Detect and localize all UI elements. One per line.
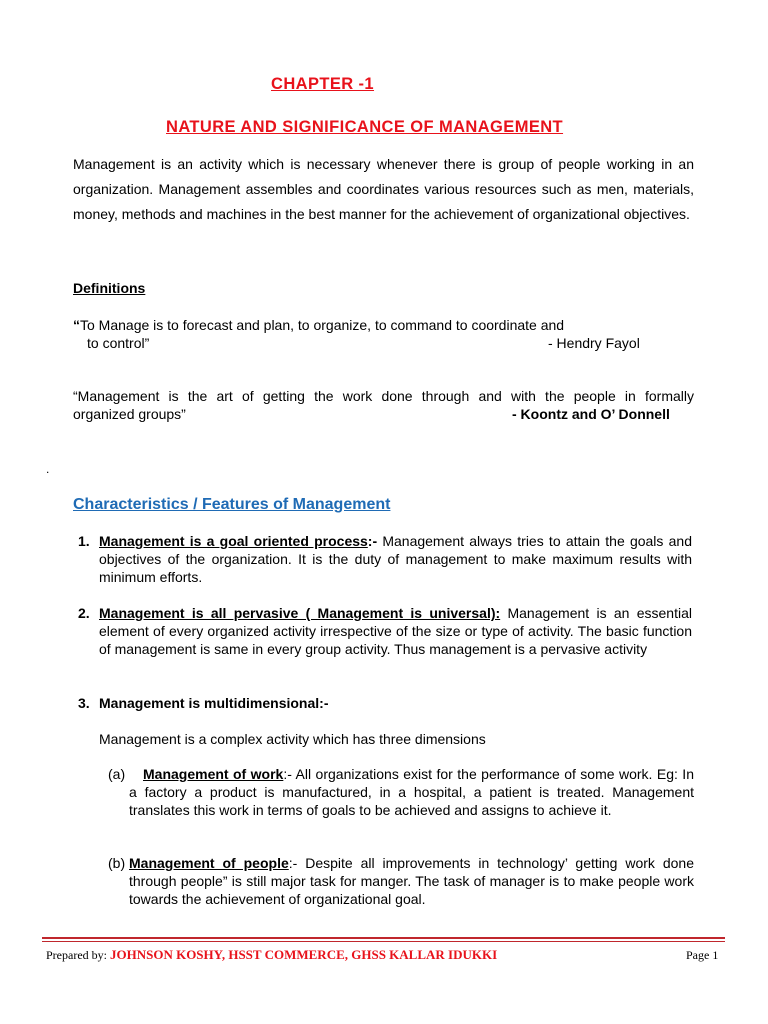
footer-page-number: Page 1 bbox=[686, 948, 719, 962]
footer-prepared-label: Prepared by: bbox=[46, 948, 107, 962]
footer-author: JOHNSON KOSHY, HSST COMMERCE, GHSS KALLAR IDUKKI bbox=[109, 947, 498, 962]
stray-dot: . bbox=[46, 462, 50, 476]
dimension-label: (a) bbox=[108, 766, 126, 782]
list-item-sep: :- bbox=[367, 533, 378, 549]
quote1-author-wrap bbox=[548, 334, 640, 352]
dimension-text: :- Despite all improvements in technology’ getting work done through people” is still major task for manger. The task of manager is to make people work towards the achievement of organizational goal. bbox=[129, 855, 694, 907]
list-item-title: Management is all pervasive ( Management is universal): bbox=[99, 605, 501, 621]
footer-rule bbox=[42, 937, 725, 939]
quote2-author: - Koontz and O’ Donnell bbox=[512, 406, 670, 422]
list-item-text: Management always tries to attain the goals and objectives of the organization. It is the duty of management to make maximum results with minimum efforts. bbox=[99, 533, 692, 585]
intro-paragraph: Management is an activity which is necessary whenever there is group of people working in an organization. Management assembles and coordinates various resources such as men, materials, money, methods and machines in the best manner for the achievement of organizational objectives. bbox=[73, 156, 694, 222]
list-number: 3. bbox=[78, 695, 90, 711]
dimension-title: Management of people bbox=[129, 855, 289, 871]
list-item-2 bbox=[78, 604, 692, 658]
dimensions-intro: Management is a complex activity which has three dimensions bbox=[99, 731, 486, 747]
dimension-title: Management of work bbox=[143, 766, 284, 782]
open-quote-mark: “ bbox=[73, 317, 80, 333]
list-item-3 bbox=[78, 694, 692, 712]
footer-rule-thin bbox=[42, 941, 725, 942]
definitions-heading: Definitions bbox=[73, 280, 146, 296]
definition-quote-2: “Management is the art of getting the work done through and with the people in formally bbox=[73, 388, 694, 404]
list-item-title: Management is multidimensional:- bbox=[99, 695, 329, 711]
quote1-line1: To Manage is to forecast and plan, to organize, to command to coordinate and bbox=[80, 317, 565, 333]
quote2-line2: organized groups” bbox=[73, 406, 186, 422]
characteristics-heading: Characteristics / Features of Management bbox=[73, 496, 391, 513]
definition-quote-1 bbox=[73, 316, 564, 334]
chapter-title: NATURE AND SIGNIFICANCE OF MANAGEMENT bbox=[166, 118, 564, 136]
list-item-title: Management is a goal oriented process bbox=[99, 533, 368, 549]
list-item-1 bbox=[78, 532, 692, 586]
quote1-line2: to control” bbox=[87, 335, 150, 351]
list-item-text: Management is an essential element of every organized activity irrespective of the size or type of activity. The basic function of management is same in every group activity. Thus management is a pervasive activity bbox=[99, 605, 692, 657]
list-number: 2. bbox=[78, 605, 90, 621]
list-number: 1. bbox=[78, 533, 90, 549]
chapter-heading: CHAPTER -1 bbox=[271, 75, 375, 93]
footer-prepared-by bbox=[46, 947, 497, 963]
dimension-label: (b) bbox=[108, 855, 126, 871]
dimension-b bbox=[108, 854, 694, 908]
quote1-author: - Hendry Fayol bbox=[548, 335, 640, 351]
dimension-text: :- All organizations exist for the performance of some work. Eg: In a factory a product is manufactured, in a hospital, a patient is treated. Management translates this work in terms of goals to be achieved and assigns to achieve it. bbox=[129, 766, 694, 818]
dimension-a bbox=[108, 765, 694, 819]
